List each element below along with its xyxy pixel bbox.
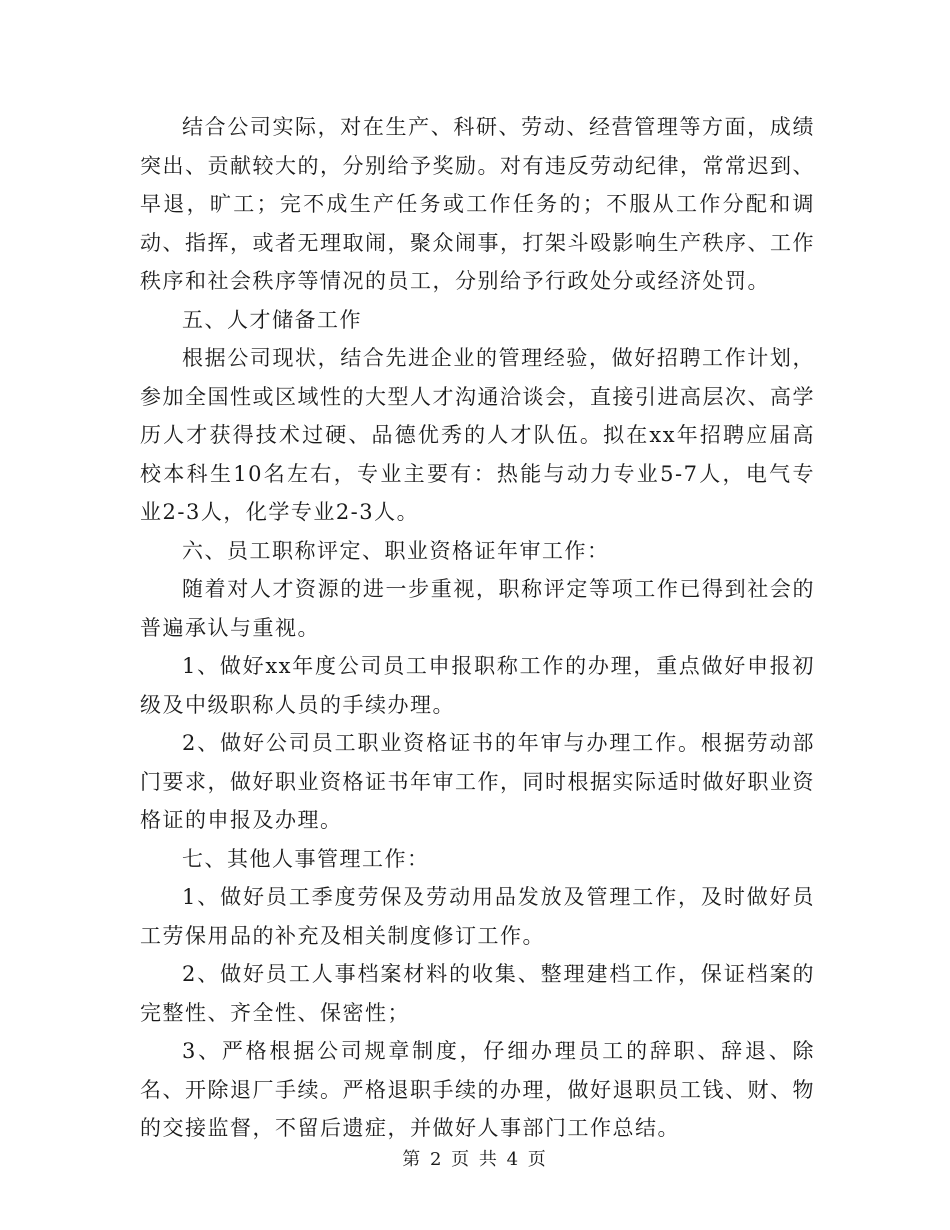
paragraph-talent-importance: 随着对人才资源的进一步重视，职称评定等项工作已得到社会的普遍承认与重视。 (140, 577, 815, 640)
list-item-personnel-archives: 2、做好员工人事档案材料的收集、整理建档工作，保证档案的完整性、齐全性、保密性； (140, 962, 815, 1025)
list-item-resignation-procedures: 3、严格根据公司规章制度，仔细办理员工的辞职、辞退、除名、开除退厂手续。严格退职手续的办理，做好退职员工钱、财、物的交接监督，不留后遗症，并做好人事部门工作总结。 (140, 1039, 815, 1140)
page-number-footer: 第 2 页 共 4 页 (402, 1149, 548, 1170)
section-heading-talent-reserve: 五、人才储备工作 (182, 307, 362, 332)
document-body (140, 108, 815, 1148)
paragraph-recruitment-plan: 根据公司现状，结合先进企业的管理经验，做好招聘工作计划，参加全国性或区域性的大型人才沟通洽谈会，直接引进高层次、高学历人才获得技术过硬、品德优秀的人才队伍。拟在xx年招聘应届高校本科生10名左右，专业主要有：热能与动力专业5-7人，电气专业2-3人，化学专业2-3人。 (140, 346, 815, 524)
list-item-certificate-review: 2、做好公司员工职业资格证书的年审与办理工作。根据劳动部门要求，做好职业资格证书年审工作，同时根据实际适时做好职业资格证的申报及办理。 (140, 731, 815, 832)
list-item-labor-protection: 1、做好员工季度劳保及劳动用品发放及管理工作，及时做好员工劳保用品的补充及相关制度修订工作。 (140, 885, 815, 948)
section-heading-other-hr-work: 七、其他人事管理工作： (182, 846, 430, 871)
section-heading-title-evaluation: 六、员工职称评定、职业资格证年审工作： (182, 538, 610, 563)
list-item-title-application: 1、做好xx年度公司员工申报职称工作的办理，重点做好申报初级及中级职称人员的手续办理。 (140, 654, 815, 717)
paragraph-rewards-penalties: 结合公司实际，对在生产、科研、劳动、经营管理等方面，成绩突出、贡献较大的，分别给予奖励。对有违反劳动纪律，常常迟到、早退，旷工；完不成生产任务或工作任务的；不服从工作分配和调动、指挥，或者无理取闹，聚众闹事，打架斗殴影响生产秩序、工作秩序和社会秩序等情况的员工，分别给予行政处分或经济处罚。 (140, 115, 815, 293)
